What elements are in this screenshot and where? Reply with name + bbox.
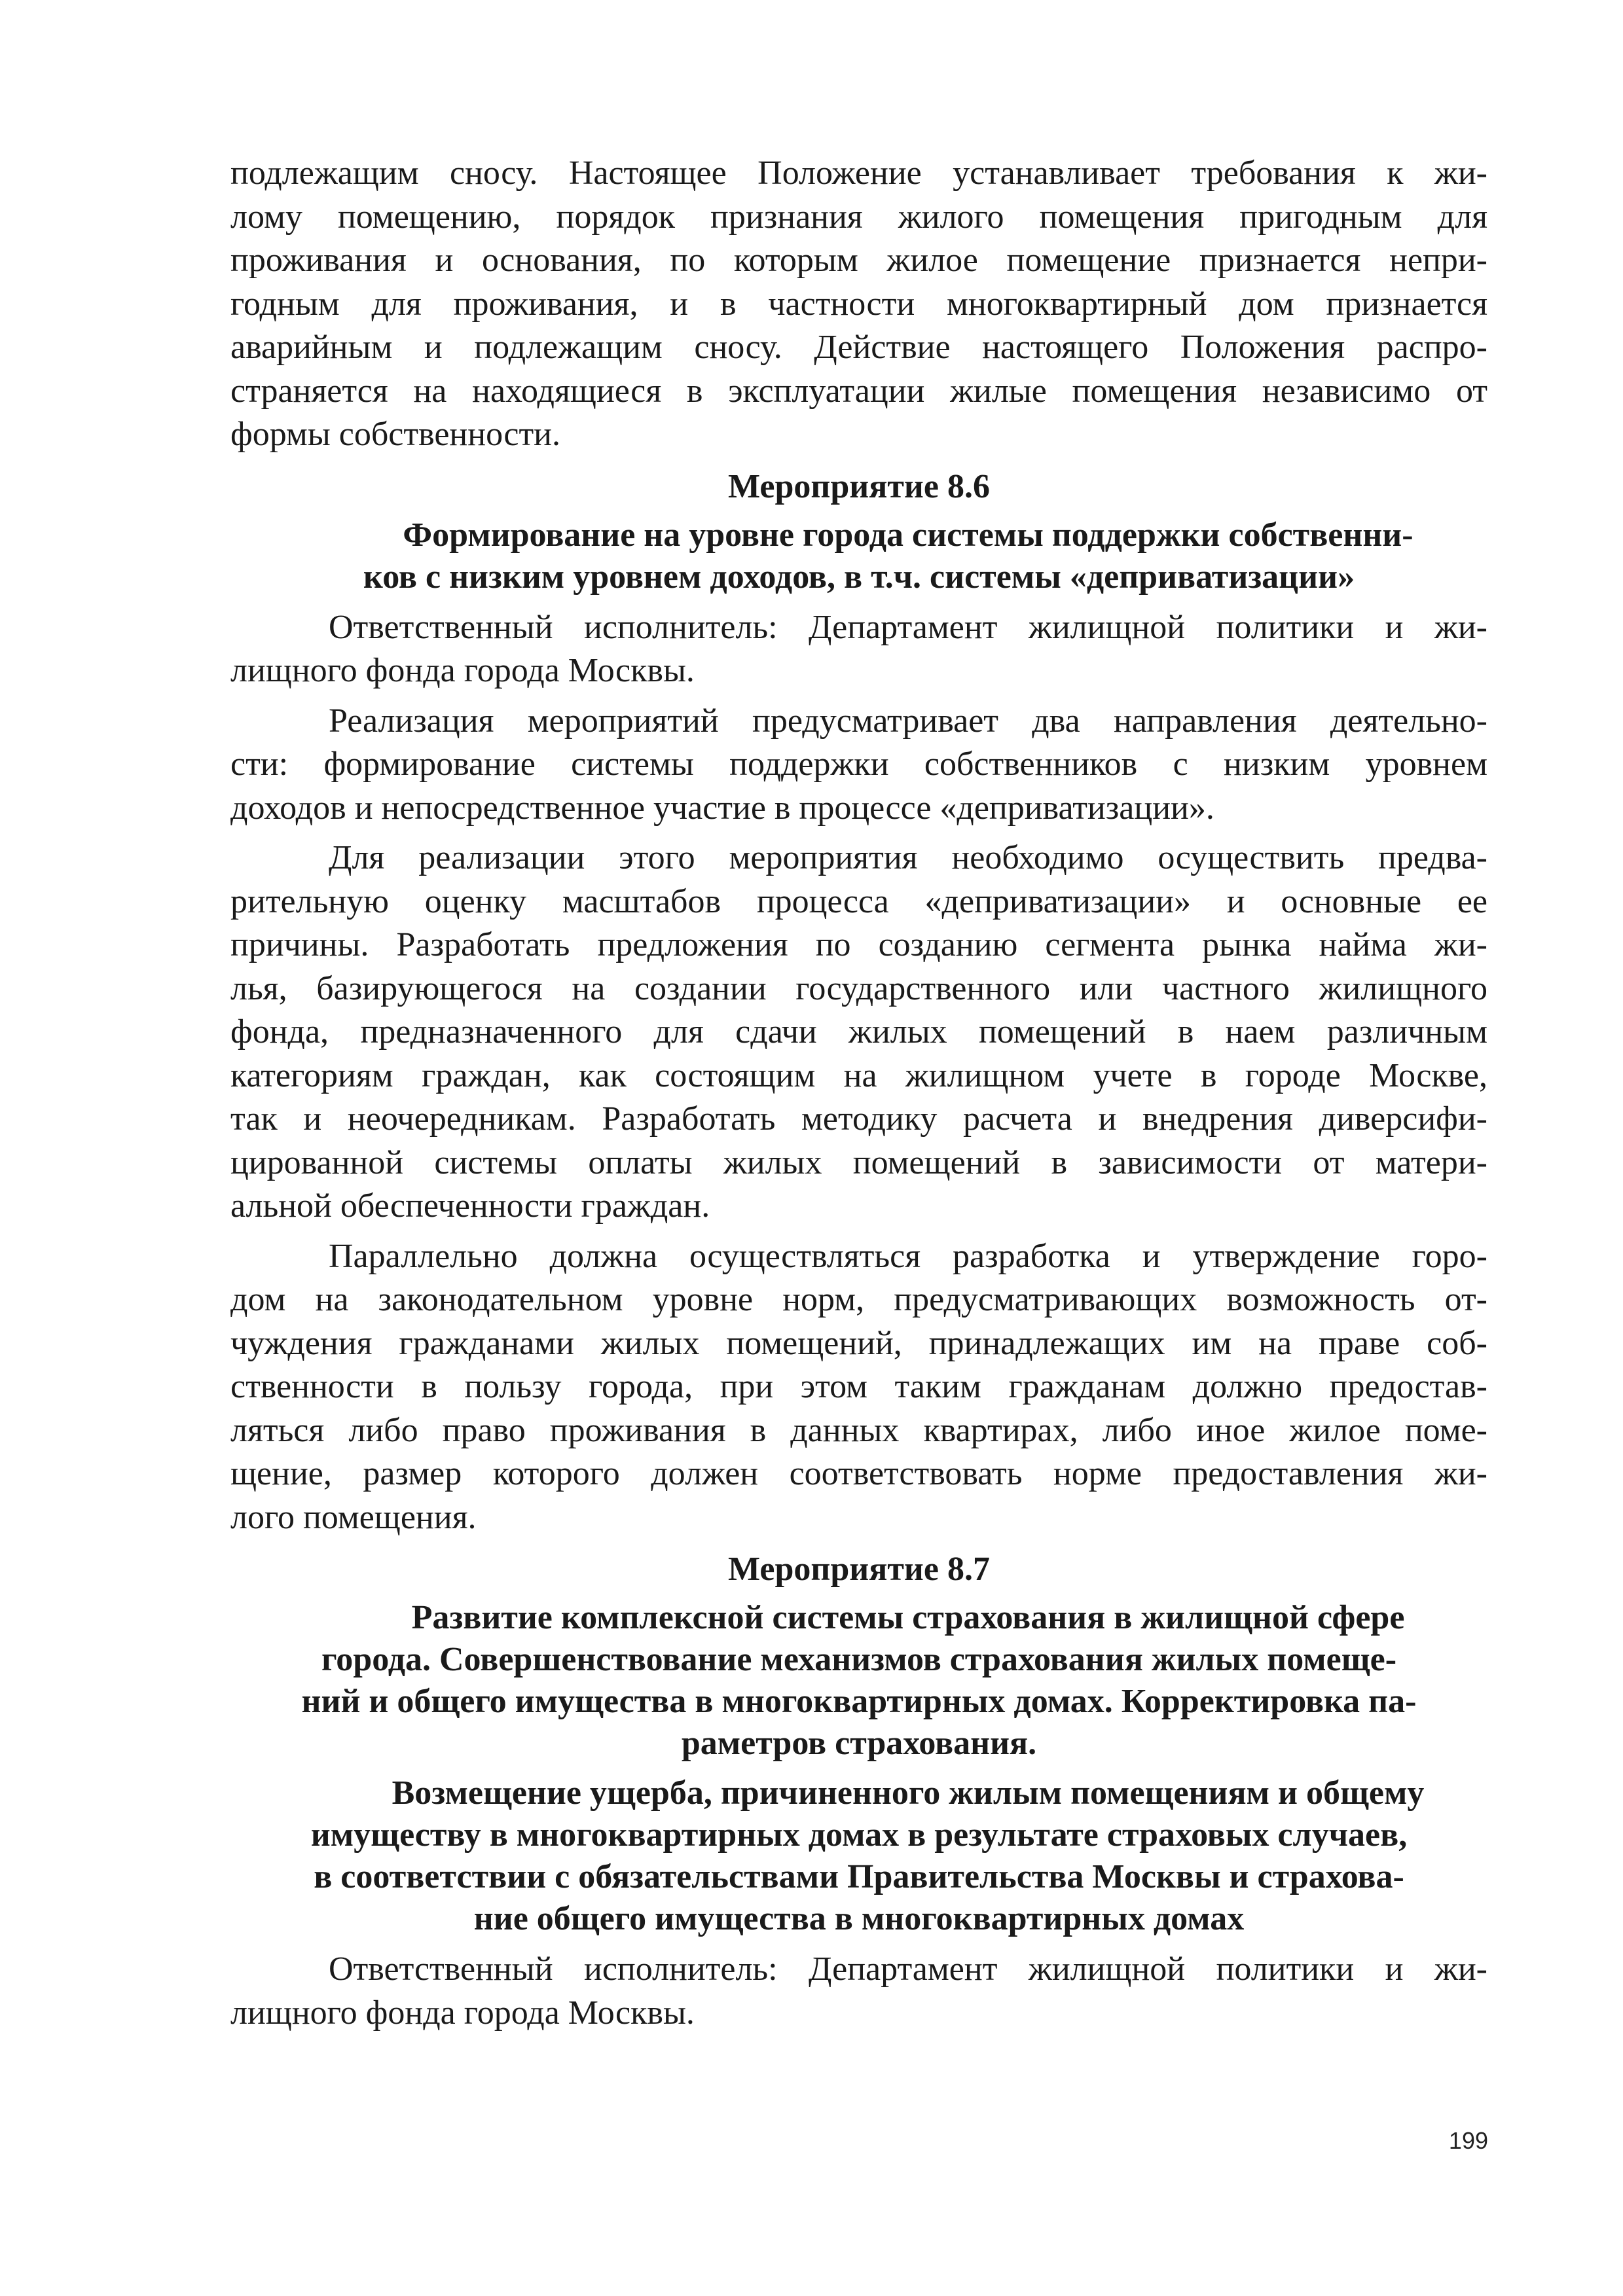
- text-line: ственности в пользу города, при этом таким гражданам должно предостав-: [230, 1368, 1487, 1405]
- text-line: чуждения гражданами жилых помещений, принадлежащих им на праве соб-: [230, 1324, 1487, 1362]
- heading-line: Формирование на уровне города системы поддержки собственни-: [403, 516, 1413, 554]
- text-line: ляться либо право проживания в данных квартирах, либо иное жилое поме-: [230, 1411, 1487, 1449]
- heading-line: в соответствии с обязательствами Правительства Москвы и страхова-: [314, 1858, 1404, 1895]
- text-line: лья, базирующегося на создании государственного или частного жилищного: [230, 969, 1487, 1007]
- text-line: рительную оценку масштабов процесса «деприватизации» и основные ее: [230, 882, 1487, 920]
- section-8-7-subtitle-2: [230, 1772, 1487, 1940]
- section-8-6-responsible: [230, 606, 1487, 693]
- section-8-6-subtitle: [230, 514, 1487, 598]
- text-line: Ответственный исполнитель: Департамент жилищной политики и жи-: [329, 608, 1487, 646]
- text-line: щение, размер которого должен соответствовать норме предоставления жи-: [230, 1455, 1487, 1492]
- text-line: годным для проживания, и в частности многоквартирный дом признается: [230, 285, 1487, 323]
- text-line: Реализация мероприятий предусматривает два направления деятельно-: [329, 702, 1487, 740]
- heading-line: ний и общего имущества в многоквартирных домах. Корректировка па-: [301, 1683, 1417, 1720]
- section-8-6-paragraph-3: [230, 1235, 1487, 1540]
- text-line: Параллельно должна осуществляться разработка и утверждение горо-: [329, 1237, 1487, 1275]
- heading-line: ков с низким уровнем доходов, в т.ч. системы «деприватизации»: [363, 558, 1355, 596]
- text-line: цированной системы оплаты жилых помещений в зависимости от матери-: [230, 1143, 1487, 1181]
- section-8-6-paragraph-1: [230, 700, 1487, 831]
- text-line: причины. Разработать предложения по созданию сегмента рынка найма жи-: [230, 926, 1487, 963]
- heading-line: раметров страхования.: [681, 1725, 1037, 1762]
- page-number: 199: [1448, 2127, 1488, 2154]
- heading-line: имуществу в многоквартирных домах в результате страховых случаев,: [310, 1816, 1408, 1854]
- text-line: формы собственности.: [230, 416, 561, 453]
- text-line: дом на законодательном уровне норм, предусматривающих возможность от-: [230, 1281, 1487, 1318]
- text-line: аварийным и подлежащим сносу. Действие настоящего Положения распро-: [230, 329, 1487, 366]
- text-line: фонда, предназначенного для сдачи жилых помещений в наем различным: [230, 1013, 1487, 1050]
- section-8-6-paragraph-2: [230, 836, 1487, 1229]
- text-line: проживания и основания, по которым жилое помещение признается непри-: [230, 242, 1487, 279]
- text-line: доходов и непосредственное участие в процессе «деприватизации».: [230, 789, 1214, 827]
- text-line: лищного фонда города Москвы.: [230, 1994, 695, 2032]
- heading-line: Развитие комплексной системы страхования в жилищной сфере: [411, 1599, 1405, 1636]
- text-line: лому помещению, порядок признания жилого помещения пригодным для: [230, 198, 1487, 236]
- heading-line: ние общего имущества в многоквартирных домах: [473, 1900, 1245, 1937]
- heading-line: Возмещение ущерба, причиненного жилым помещениям и общему: [392, 1774, 1425, 1812]
- text-line: подлежащим сносу. Настоящее Положение устанавливает требования к жи-: [230, 154, 1487, 192]
- heading-line: Мероприятие 8.6: [728, 467, 990, 505]
- text-line: страняется на находящиеся в эксплуатации жилые помещения независимо от: [230, 372, 1487, 410]
- text-line: альной обеспеченности граждан.: [230, 1187, 710, 1225]
- text-line: сти: формирование системы поддержки собственников с низким уровнем: [230, 745, 1487, 783]
- section-8-7-title: [230, 1549, 1487, 1590]
- text-line: лищного фонда города Москвы.: [230, 652, 695, 689]
- text-line: так и неочередникам. Разработать методику расчета и внедрения диверсифи-: [230, 1100, 1487, 1138]
- heading-line: города. Совершенствование механизмов страхования жилых помеще-: [321, 1641, 1397, 1678]
- text-line: Для реализации этого мероприятия необходимо осуществить предва-: [329, 839, 1487, 876]
- page-content: [230, 152, 1487, 2041]
- section-8-7-subtitle-1: [230, 1597, 1487, 1765]
- section-8-6-title: [230, 466, 1487, 508]
- text-line: лого помещения.: [230, 1498, 477, 1536]
- section-8-7-responsible: [230, 1948, 1487, 2035]
- text-line: Ответственный исполнитель: Департамент жилищной политики и жи-: [329, 1950, 1487, 1988]
- intro-paragraph: [230, 152, 1487, 457]
- text-line: категориям граждан, как состоящим на жилищном учете в городе Москве,: [230, 1056, 1487, 1094]
- heading-line: Мероприятие 8.7: [728, 1551, 990, 1588]
